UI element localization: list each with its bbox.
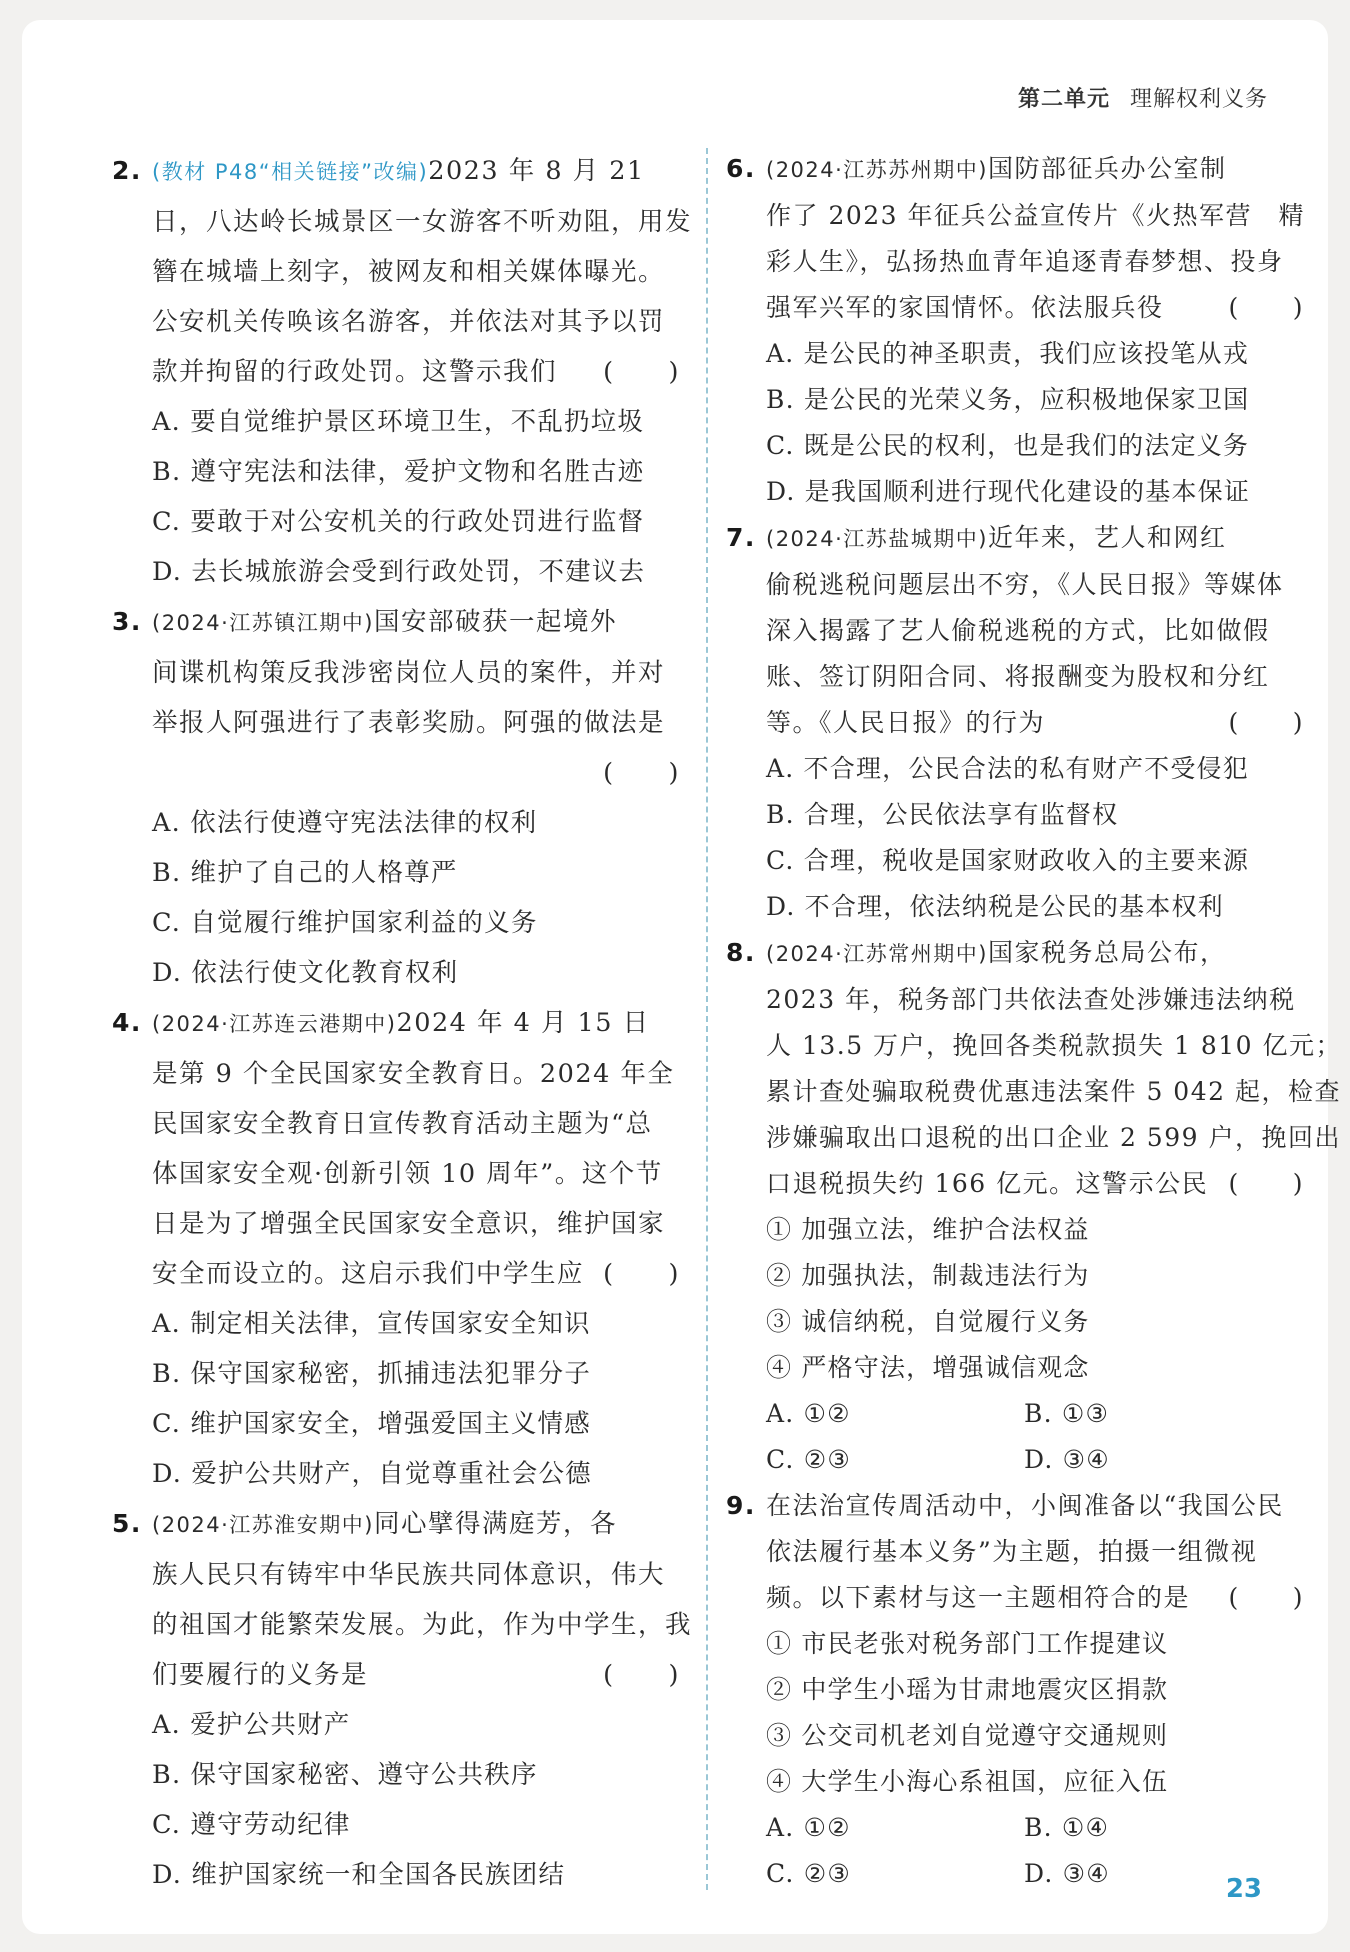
question-text-line: 人 13.5 万户，挽回各类税款损失 1 810 亿元； — [766, 1031, 1343, 1060]
choice-row — [734, 1805, 1304, 1851]
question-text-line: 强军兴军的家国情怀。依法服兵役 — [766, 293, 1164, 322]
question-text-line: 公安机关传唤该名游客，并依法对其予以罚 — [152, 307, 666, 337]
option-c: C. 维护国家安全，增强爱国主义情感 — [152, 1409, 591, 1439]
question-source: (教材 P48“相关链接”改编) — [152, 160, 429, 184]
option-d: D. 维护国家统一和全国各民族团结 — [152, 1860, 566, 1890]
choice-row — [734, 1437, 1304, 1483]
question-number: 2. — [112, 156, 142, 185]
question-text-line: 偷税逃税问题层出不穷，《人民日报》等媒体 — [766, 570, 1284, 599]
question-2 — [112, 146, 693, 597]
question-7 — [726, 515, 1304, 930]
statement-4: ④ 严格守法，增强诚信观念 — [766, 1353, 1090, 1382]
option-d: D. ③④ — [1024, 1859, 1110, 1888]
question-text-line: 作了 2023 年征兵公益宣传片《火热军营 精 — [766, 201, 1306, 230]
column-divider — [706, 148, 708, 1890]
statement-1: ① 加强立法，维护合法权益 — [766, 1215, 1090, 1244]
unit-label: 第二单元 — [1017, 87, 1110, 112]
statement-4: ④ 大学生小海心系祖国，应征入伍 — [766, 1767, 1169, 1796]
answer-bracket: ( ) — [1228, 708, 1304, 737]
question-text-line: 2024 年 4 月 15 日 — [396, 1008, 650, 1038]
question-number: 5. — [112, 1509, 142, 1538]
option-b: B. 维护了自己的人格尊严 — [152, 858, 458, 888]
answer-bracket: ( ) — [603, 758, 680, 788]
option-d: D. 爱护公共财产，自觉尊重社会公德 — [152, 1459, 592, 1489]
question-5 — [112, 1499, 693, 1900]
question-text-line: 款并拘留的行政处罚。这警示我们 — [152, 357, 558, 387]
question-text-line: 国防部征兵办公室制 — [988, 154, 1227, 183]
question-text-line: 频。以下素材与这一主题相符合的是 — [766, 1583, 1191, 1612]
question-source: (2024·江苏淮安期中) — [152, 1513, 375, 1537]
option-a: A. 依法行使遵守宪法法律的权利 — [152, 808, 538, 838]
question-text-line: 2023 年 8 月 21 — [428, 156, 645, 186]
section-title: 理解权利义务 — [1129, 87, 1268, 112]
option-a: A. 是公民的神圣职责，我们应该投笔从戎 — [766, 339, 1249, 368]
question-source: (2024·江苏常州期中) — [766, 942, 989, 966]
option-c: C. ②③ — [766, 1445, 851, 1474]
option-b: B. ①③ — [1024, 1399, 1110, 1428]
right-column — [726, 146, 1343, 1897]
statement-3: ③ 诚信纳税，自觉履行义务 — [766, 1307, 1090, 1336]
question-text-line: 2023 年，税务部门共依法查处涉嫌违法纳税 — [766, 985, 1296, 1014]
option-a: A. 爱护公共财产 — [152, 1710, 351, 1740]
option-d: D. 不合理，依法纳税是公民的基本权利 — [766, 892, 1224, 921]
question-text-line: 族人民只有铸牢中华民族共同体意识，伟大 — [152, 1560, 666, 1590]
answer-bracket: ( ) — [1228, 1583, 1304, 1612]
option-b: B. 保守国家秘密、遵守公共秩序 — [152, 1760, 538, 1790]
answer-bracket: ( ) — [603, 1259, 680, 1289]
answer-bracket: ( ) — [1228, 1169, 1304, 1198]
question-text-line: 彩人生》，弘扬热血青年追逐青春梦想、投身 — [766, 247, 1284, 276]
question-6 — [726, 146, 1306, 515]
option-a: A. 要自觉维护景区环境卫生，不乱扔垃圾 — [152, 407, 645, 437]
question-number: 7. — [726, 523, 756, 552]
option-b: B. 遵守宪法和法律，爱护文物和名胜古迹 — [152, 457, 645, 487]
option-b: B. 保守国家秘密，抓捕违法犯罪分子 — [152, 1359, 592, 1389]
statement-2: ② 加强执法，制裁违法行为 — [766, 1261, 1090, 1290]
question-text-line: 累计查处骗取税费优惠违法案件 5 042 起，检查 — [766, 1077, 1341, 1106]
statement-2: ② 中学生小瑶为甘肃地震灾区捐款 — [766, 1675, 1169, 1704]
question-text-line: 间谍机构策反我涉密岗位人员的案件，并对 — [152, 658, 666, 688]
option-a: A. 制定相关法律，宣传国家安全知识 — [152, 1309, 591, 1339]
choice-row — [734, 1391, 1304, 1437]
question-text-line: 依法履行基本义务”为主题，拍摄一组微视 — [766, 1537, 1258, 1566]
choice-row — [734, 1851, 1304, 1897]
question-text-line: 近年来，艺人和网红 — [988, 523, 1227, 552]
question-text-line: 国家税务总局公布， — [988, 938, 1227, 967]
answer-bracket: ( ) — [1228, 293, 1304, 322]
statement-1: ① 市民老张对税务部门工作提建议 — [766, 1629, 1169, 1658]
option-b: B. 是公民的光荣义务，应积极地保家卫国 — [766, 385, 1250, 414]
left-column — [112, 146, 693, 1900]
option-d: D. 依法行使文化教育权利 — [152, 958, 459, 988]
question-text-line: 口退税损失约 166 亿元。这警示公民 — [766, 1169, 1209, 1198]
question-text-line: 安全而设立的。这启示我们中学生应 — [152, 1259, 585, 1289]
option-c: C. 自觉履行维护国家利益的义务 — [152, 908, 538, 938]
statement-3: ③ 公交司机老刘自觉遵守交通规则 — [766, 1721, 1169, 1750]
question-number: 3. — [112, 607, 142, 636]
option-d: D. ③④ — [1024, 1445, 1110, 1474]
option-d: D. 是我国顺利进行现代化建设的基本保证 — [766, 477, 1251, 506]
question-number: 6. — [726, 154, 756, 183]
question-text-line: 等。《人民日报》的行为 — [766, 708, 1046, 737]
question-number: 8. — [726, 938, 756, 967]
question-text-line: 涉嫌骗取出口退税的出口企业 2 599 户，挽回出 — [766, 1123, 1341, 1152]
answer-bracket: ( ) — [603, 357, 680, 387]
question-text-line: 的祖国才能繁荣发展。为此，作为中学生，我 — [152, 1610, 693, 1640]
question-8 — [726, 930, 1343, 1483]
option-c: C. 既是公民的权利，也是我们的法定义务 — [766, 431, 1250, 460]
question-text-line: 是第 9 个全民国家安全教育日。2024 年全 — [152, 1059, 675, 1089]
question-text-line: 深入揭露了艺人偷税逃税的方式，比如做假 — [766, 616, 1270, 645]
question-source: (2024·江苏盐城期中) — [766, 527, 989, 551]
option-a: A. ①② — [766, 1813, 851, 1842]
page-header — [1018, 82, 1268, 113]
answer-bracket: ( ) — [603, 1660, 680, 1690]
question-text-line: 同心擘得满庭芳，各 — [374, 1509, 618, 1539]
option-b: B. 合理，公民依法享有监督权 — [766, 800, 1119, 829]
question-4 — [112, 998, 680, 1499]
question-source: (2024·江苏连云港期中) — [152, 1012, 397, 1036]
question-text-line: 国安部破获一起境外 — [374, 607, 618, 637]
option-a: A. 不合理，公民合法的私有财产不受侵犯 — [766, 754, 1249, 783]
question-text-line: 们要履行的义务是 — [152, 1660, 369, 1690]
question-source: (2024·江苏镇江期中) — [152, 611, 375, 635]
textbook-page — [22, 20, 1343, 1934]
question-text-line: 日，八达岭长城景区一女游客不听劝阻，用发 — [152, 207, 693, 237]
question-text-line: 民国家安全教育日宣传教育活动主题为“总 — [152, 1109, 653, 1139]
question-source: (2024·江苏苏州期中) — [766, 158, 989, 182]
question-text-line: 日是为了增强全民国家安全意识，维护国家 — [152, 1209, 666, 1239]
question-text-line: 举报人阿强进行了表彰奖励。阿强的做法是 — [152, 708, 666, 738]
option-b: B. ①④ — [1024, 1813, 1110, 1842]
option-a: A. ①② — [766, 1399, 851, 1428]
option-c: C. 遵守劳动纪律 — [152, 1810, 351, 1840]
question-3 — [112, 597, 680, 998]
option-d: D. 去长城旅游会受到行政处罚，不建议去 — [152, 557, 646, 587]
page-number: 23 — [1225, 1874, 1262, 1904]
question-text-line: 在法治宣传周活动中，小闽准备以“我国公民 — [766, 1491, 1284, 1520]
question-number: 9. — [726, 1491, 756, 1520]
question-text-line: 体国家安全观·创新引领 10 周年”。这个节 — [152, 1159, 663, 1189]
question-number: 4. — [112, 1008, 142, 1037]
question-text-line: 簪在城墙上刻字，被网友和相关媒体曝光。 — [152, 257, 666, 287]
option-c: C. 合理，税收是国家财政收入的主要来源 — [766, 846, 1250, 875]
option-c: C. 要敢于对公安机关的行政处罚进行监督 — [152, 507, 645, 537]
question-text-line: 账、签订阴阳合同、将报酬变为股权和分红 — [766, 662, 1270, 691]
option-c: C. ②③ — [766, 1859, 851, 1888]
question-9 — [726, 1483, 1304, 1897]
